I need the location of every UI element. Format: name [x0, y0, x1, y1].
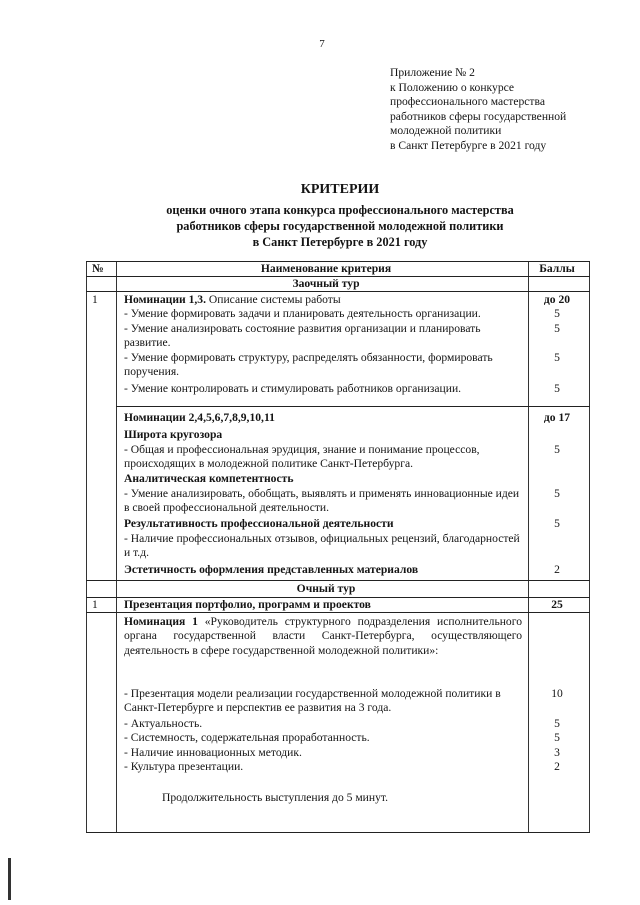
item-score: 5 — [554, 731, 560, 744]
appendix-line: к Положению о конкурсе — [390, 80, 515, 94]
appendix-line: в Санкт Петербурге в 2021 году — [390, 138, 547, 152]
section-in-person-round: Очный тур — [296, 582, 356, 595]
title-line: работников сферы государственной молодежной политики — [176, 219, 504, 233]
appendix-line: Приложение № 2 — [390, 66, 475, 79]
page-number: 7 — [319, 38, 325, 50]
criterion-item: - Наличие инновационных методик. — [124, 746, 302, 759]
criterion-title: Презентация портфолио, программ и проектов — [124, 598, 371, 611]
item-score: 2 — [554, 760, 560, 773]
criterion-title: Номинации 2,4,5,6,7,8,9,10,11 — [124, 411, 275, 424]
criterion-score: до 20 — [543, 293, 571, 306]
subcriterion-title: Аналитическая компетентность — [124, 472, 294, 485]
header-no: № — [92, 262, 104, 275]
appendix-header — [390, 66, 630, 154]
item-score: 5 — [554, 322, 560, 335]
criterion-item: - Умение формировать структуру, распределять обязанности, формировать поручения. — [124, 351, 493, 379]
table-border-right — [589, 261, 590, 833]
row-number: 1 — [92, 598, 98, 611]
nomination-text: «Руководитель структурного подразделения исполнительного органа государственной власти Санкт-Петербурга, осуществляющего деятельность в сфере государственной молодежной политики»: — [124, 615, 522, 657]
row-number: 1 — [92, 293, 98, 306]
criterion-item: - Умение анализировать, обобщать, выявлять и применять инновационные идеи в своей профессиональной деятельности. — [124, 487, 520, 515]
item-score: 5 — [554, 351, 560, 364]
section-correspondence-round: Заочный тур — [292, 277, 360, 290]
item-score: 5 — [554, 517, 560, 530]
item-score: 10 — [551, 687, 563, 700]
criterion-item: - Системность, содержательная проработанность. — [124, 731, 370, 744]
header-score: Баллы — [539, 262, 575, 275]
header-criterion: Наименование критерия — [260, 262, 392, 275]
nomination-description — [124, 615, 522, 658]
subcriterion-title: Эстетичность оформления представленных материалов — [124, 563, 419, 576]
appendix-line: молодежной политики — [390, 124, 502, 138]
duration-note: Продолжительность выступления до 5 минут. — [162, 791, 388, 804]
item-score: 5 — [554, 717, 560, 730]
criterion-item: - Наличие профессиональных отзывов, официальных рецензий, благодарностей и т.д. — [124, 532, 520, 560]
criterion-title — [124, 293, 522, 307]
item-score: 5 — [554, 487, 560, 500]
item-score: 2 — [554, 563, 560, 576]
column-divider — [116, 261, 117, 833]
criteria-table — [86, 261, 590, 833]
table-rule — [86, 291, 590, 292]
criterion-title-bold: Номинации 1,3. — [124, 293, 206, 306]
criterion-item: - Умение формировать задачи и планировать деятельность организации. — [124, 307, 481, 320]
column-divider — [528, 261, 529, 833]
item-score: 5 — [554, 443, 560, 456]
item-score: 3 — [554, 746, 560, 759]
scan-edge-mark — [8, 858, 11, 900]
table-border-left — [86, 261, 87, 833]
subcriterion-title: Результативность профессиональной деятельности — [124, 517, 394, 530]
document-title — [80, 182, 600, 250]
subcriterion-title: Широта кругозора — [124, 428, 223, 441]
item-score: 5 — [554, 382, 560, 395]
criterion-score: до 17 — [543, 411, 571, 424]
appendix-line: работников сферы государственной — [390, 109, 567, 123]
table-rule — [116, 406, 590, 407]
criterion-item: - Культура презентации. — [124, 760, 244, 773]
title-main: КРИТЕРИИ — [300, 182, 380, 197]
criterion-item: - Общая и профессиональная эрудиция, знание и понимание процессов, происходящих в молодежной политике Санкт-Петербурга. — [124, 443, 480, 471]
item-score: 5 — [554, 307, 560, 320]
criterion-item: - Актуальность. — [124, 717, 203, 730]
title-line: в Санкт Петербурге в 2021 году — [252, 235, 428, 249]
appendix-line: профессионального мастерства — [390, 95, 545, 109]
criterion-item: - Презентация модели реализации государственной молодежной политики в Санкт-Петербурге и перспектив ее развития на 3 года. — [124, 687, 501, 715]
criterion-score: 25 — [551, 598, 563, 611]
nomination-label: Номинация 1 — [124, 615, 198, 628]
table-rule — [86, 580, 590, 581]
criterion-item: - Умение контролировать и стимулировать работников организации. — [124, 382, 462, 395]
table-rule — [86, 832, 590, 833]
title-line: оценки очного этапа конкурса профессионального мастерства — [166, 203, 514, 217]
criterion-item: - Умение анализировать состояние развития организации и планировать развитие. — [124, 322, 481, 350]
criterion-title-rest: Описание системы работы — [205, 293, 341, 306]
